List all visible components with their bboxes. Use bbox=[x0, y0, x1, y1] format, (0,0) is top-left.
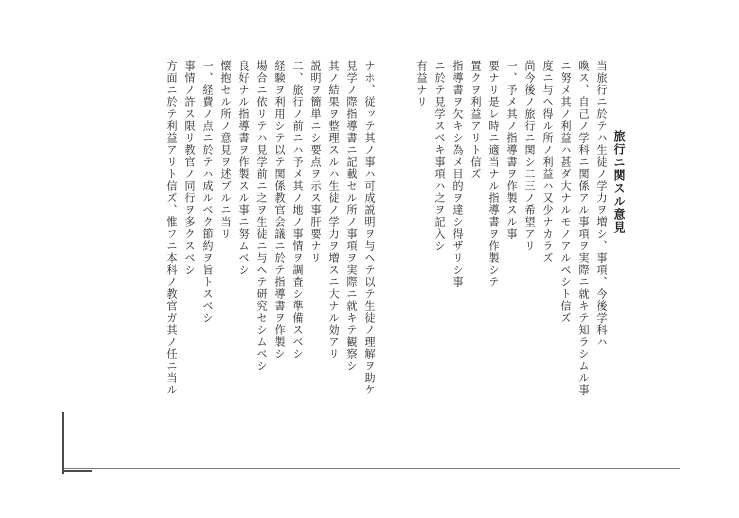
text-column: ナホ、従ッテ其ノ事ハ可成説明ヲ与ヘテ以テ生徒ノ理解ヲ助ケ bbox=[363, 60, 376, 396]
text-column: 尚今後ノ旅行ニ関シ二三ノ希望アリ bbox=[523, 60, 536, 252]
text-column: 一、経費ノ点ニ於テハ成ルベク節約ヲ旨トスベシ bbox=[201, 60, 214, 324]
text-column: 当旅行ニ於テハ生徒ノ学力ヲ増シ、事項、今後学科ハ bbox=[595, 60, 608, 348]
text-column: 置クヲ利益アリト信ズ bbox=[469, 60, 482, 180]
text-column: 其ノ結果ヲ整理スルハ生徒ノ学力ヲ増スニ大ナル効アリ bbox=[327, 60, 340, 360]
text-column: 場合ニ依リテハ見学前ニ之ヲ生徒ニ与ヘテ研究セシムベシ bbox=[255, 60, 268, 372]
text-column: 指導書ヲ欠キシ為メ目的ヲ達シ得ザリシ事 bbox=[451, 60, 464, 288]
text-column: 喚ス、自己ノ学科ニ関係アル事項ヲ実際ニ就キテ知ラシムル事 bbox=[577, 60, 590, 396]
manuscript-text bbox=[128, 60, 628, 440]
page-bottom-rule bbox=[64, 468, 680, 469]
binding-mark bbox=[62, 412, 64, 474]
binding-mark-foot bbox=[62, 470, 92, 472]
text-column: 見学ノ際指導書ニ記載セル所ノ事項ヲ実際ニ就キテ観察シ bbox=[345, 60, 358, 372]
text-column: ニ於テ見学スベキ事項ハ之ヲ記入シ bbox=[433, 60, 446, 252]
text-column: 事情ノ許ス限リ教官ノ同行ヲ多クスベシ bbox=[183, 60, 196, 276]
text-column: 良好ナル指導書ヲ作製スル事ニ努ムベシ bbox=[237, 60, 250, 276]
text-column: 二、旅行ノ前ニハ予メ其ノ地ノ事情ヲ調査シ準備スベシ bbox=[291, 60, 304, 360]
text-column: 経験ヲ利用シテ以テ関係教官会議ニ於テ指導書ヲ作製シ bbox=[273, 60, 286, 360]
text-column: 説明ヲ簡単ニシ要点ヲ示ス事肝要ナリ bbox=[309, 60, 322, 264]
text-column: ニ努メ其ノ利益ハ甚ダ大ナルモノアルベシト信ズ bbox=[559, 60, 572, 324]
text-column: 有益ナリ bbox=[415, 60, 428, 108]
document-title: 旅行ニ関スル意見 bbox=[612, 130, 626, 234]
text-column: 懐抱セル所ノ意見ヲ述ブルニ当リ bbox=[219, 60, 232, 240]
text-column: 度ニ与ヘ得ル所ノ利益ハ又少ナカラズ bbox=[541, 60, 554, 264]
text-column: 要ナリ是レ時ニ適当ナル指導書ヲ作製シテ bbox=[487, 60, 500, 288]
text-column: 一、予メ其ノ指導書ヲ作製スル事 bbox=[505, 60, 518, 240]
text-column: 方面ニ於テ利益アリト信ズ、惟フニ本科ノ教官ガ其ノ任ニ当ル bbox=[165, 60, 178, 396]
